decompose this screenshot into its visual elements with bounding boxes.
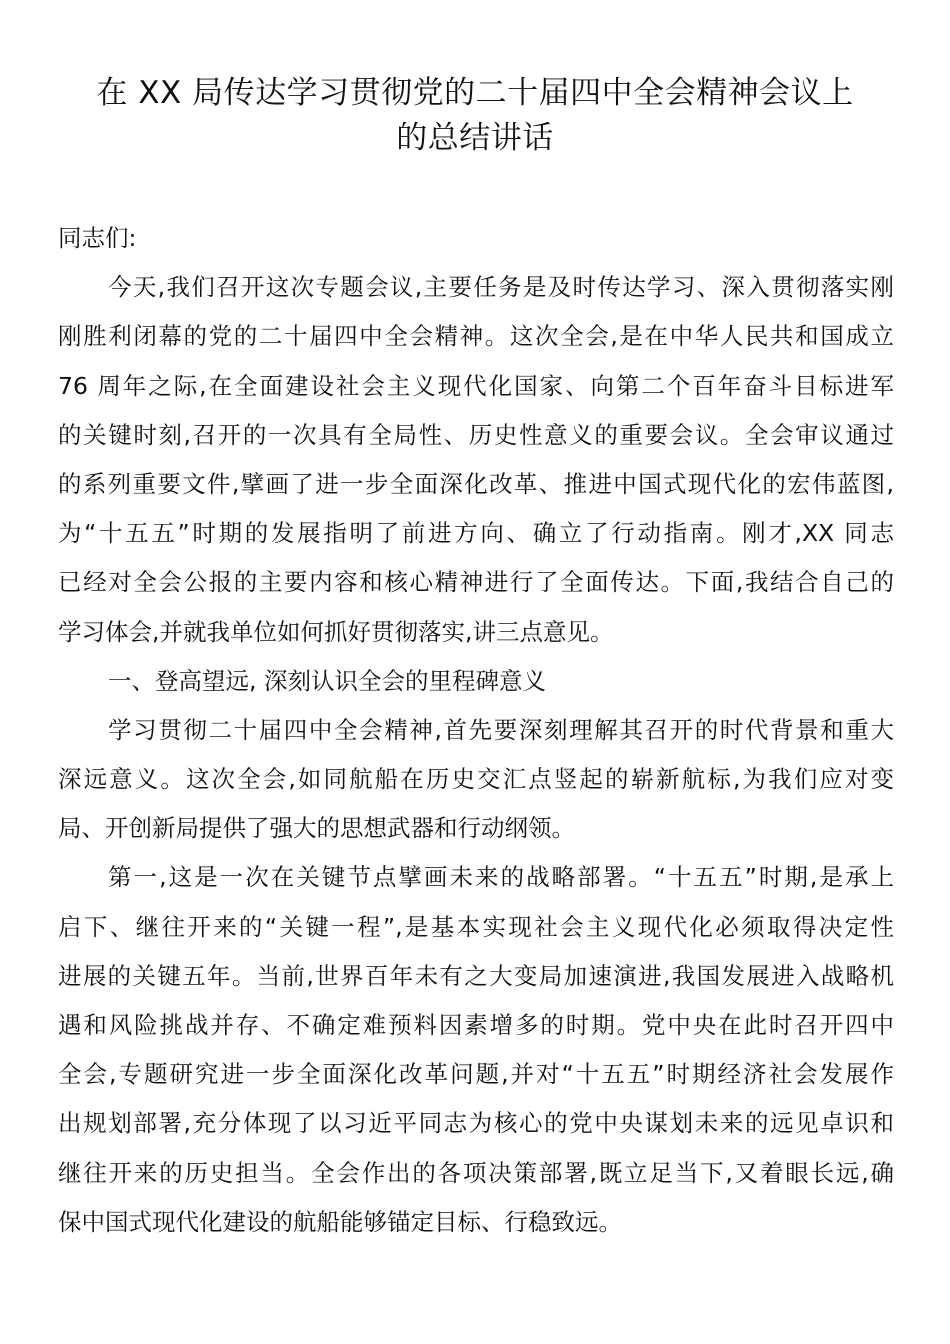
text-line: 的关键时刻,召开的一次具有全局性、历史性意义的重要会议。全会审议通过 — [58, 420, 894, 449]
text-line: 76 周年之际,在全面建设社会主义现代化国家、向第二个百年奋斗目标进军 — [58, 371, 894, 400]
document-title-line-2: 的总结讲话 — [396, 120, 554, 156]
text-line: 刚胜利闭幕的党的二十届四中全会精神。这次全会,是在中华人民共和国成立 — [58, 322, 894, 351]
text-line: 保中国式现代化建设的航船能够锚定目标、行稳致远。 — [58, 1207, 622, 1236]
text-line: 启下、继往开来的“关键一程”,是基本实现社会主义现代化必须取得决定性 — [58, 912, 894, 941]
text-line: 局、开创新局提供了强大的思想武器和行动纲领。 — [58, 814, 575, 843]
paragraph-section-1-intro — [58, 706, 894, 854]
text-line: 学习贯彻二十届四中全会精神,首先要深刻理解其召开的时代背景和重大 — [108, 715, 894, 744]
text-line: 今天,我们召开这次专题会议,主要任务是及时传达学习、深入贯彻落实刚 — [108, 273, 894, 302]
text-line: 全会,专题研究进一步全面深化改革问题,并对“十五五”时期经济社会发展作 — [58, 1060, 894, 1089]
paragraph-intro — [58, 263, 894, 657]
text-line: 已经对全会公报的主要内容和核心精神进行了全面传达。下面,我结合自己的 — [58, 568, 894, 597]
text-line: 遇和风险挑战并存、不确定难预料因素增多的时期。党中央在此时召开四中 — [58, 1011, 894, 1039]
text-line: 第一,这是一次在关键节点擘画未来的战略部署。“十五五”时期,是承上 — [108, 863, 894, 892]
text-line: 深远意义。这次全会,如同航船在历史交汇点竖起的崭新航标,为我们应对变 — [58, 765, 894, 794]
section-heading: 一、登高望远, 深刻认识全会的里程碑意义 — [108, 666, 546, 695]
text-line: 学习体会,并就我单位如何抓好贯彻落实,讲三点意见。 — [58, 617, 614, 646]
document-body — [58, 214, 894, 1247]
paragraph-point-1 — [58, 853, 894, 1247]
text-line: 继往开来的历史担当。全会作出的各项决策部署,既立足当下,又着眼长远,确 — [58, 1158, 894, 1187]
text-line: 出规划部署,充分体现了以习近平同志为核心的党中央谋划未来的远见卓识和 — [58, 1109, 894, 1138]
text-line: 进展的关键五年。当前,世界百年未有之大变局加速演进,我国发展进入战略机 — [58, 961, 894, 990]
salutation: 同志们: — [58, 224, 137, 252]
text-line: 的系列重要文件,擘画了进一步全面深化改革、推进中国式现代化的宏伟蓝图, — [58, 469, 894, 498]
text-line: 为“十五五”时期的发展指明了前进方向、确立了行动指南。刚才,XX 同志 — [58, 519, 894, 548]
document-title-line-1: 在 XX 局传达学习贯彻党的二十届四中全会精神会议上 — [96, 75, 854, 111]
